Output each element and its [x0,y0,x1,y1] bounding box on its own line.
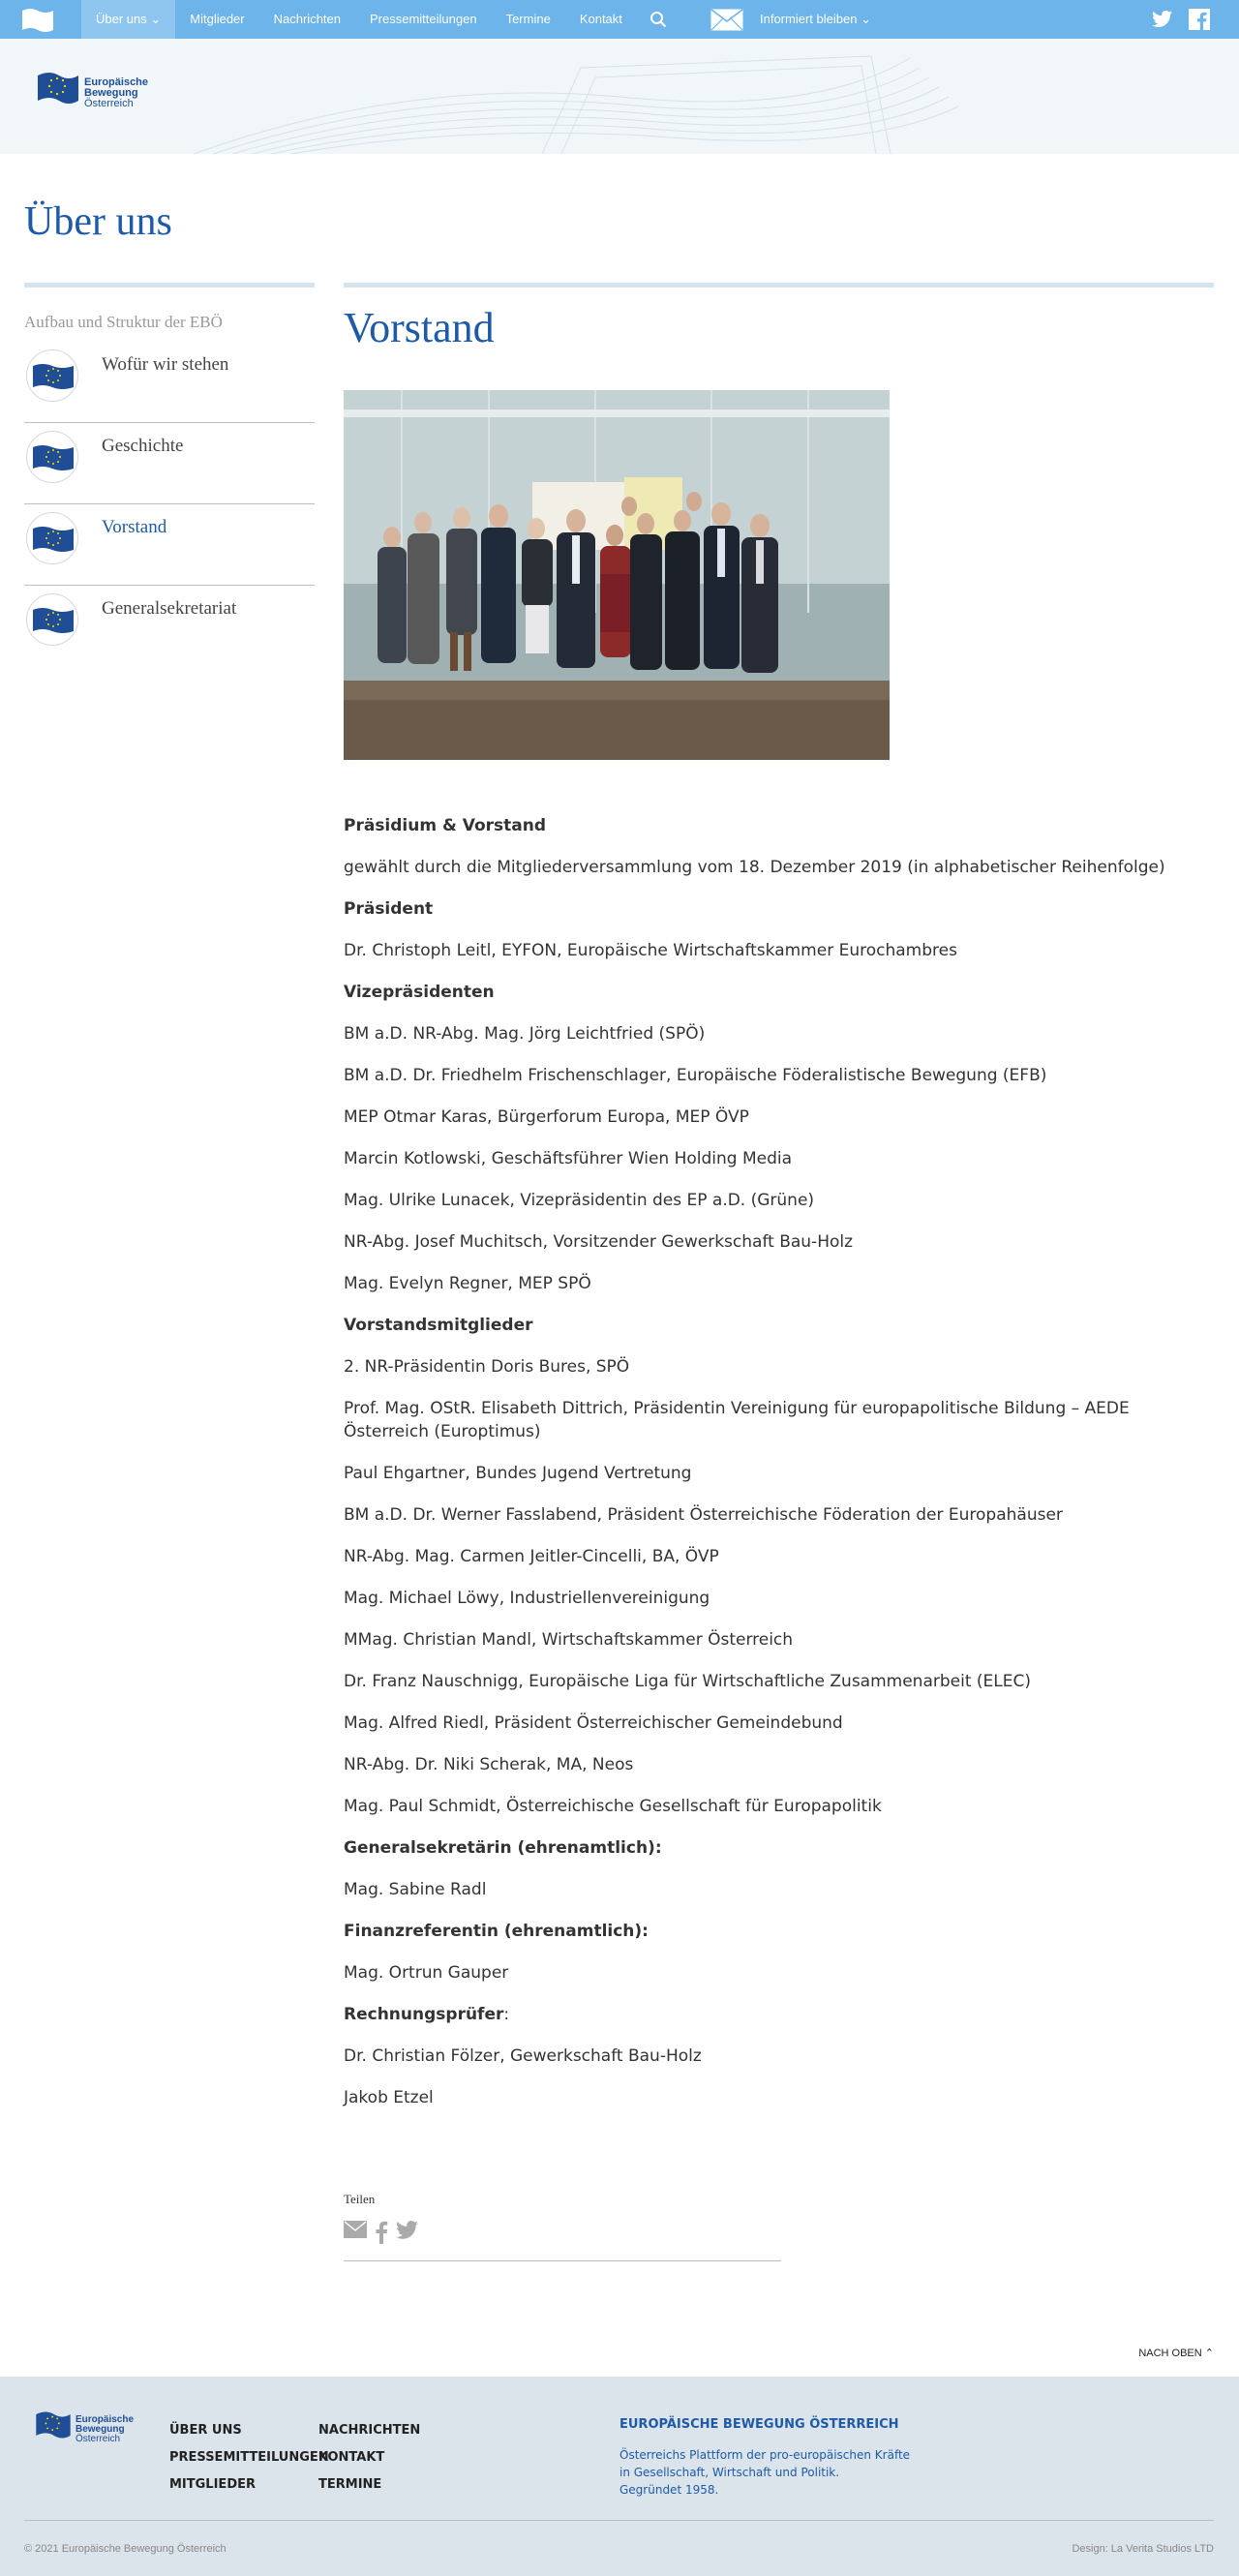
board-member-list [344,814,1214,2109]
section-heading [344,2003,1214,2026]
section-heading-text: Rechnungsprüfer [344,2005,504,2024]
logo-text [84,77,148,109]
sidebar-item-geschichte[interactable] [24,423,315,504]
member-line: Jakob Etzel [344,2088,434,2107]
chevron-down-icon: ⌄ [861,12,871,26]
footer-logo-text [76,2415,134,2444]
sidebar-item-label: Vorstand [102,517,167,537]
sidebar-item-wofuer-wir-stehen[interactable] [24,342,315,423]
member-line: 2. NR-Präsidentin Doris Bures, SPÖ [344,1357,630,1377]
share-twitter-icon[interactable] [396,2221,419,2248]
member-line: Prof. Mag. OStR. Elisabeth Dittrich, Präsidentin Vereinigung für europapolitische Bildung – AEDE Österreich (Europtimus) [344,1399,1130,1441]
footer-about [620,2417,910,2499]
chevron-up-icon: ⌃ [1204,2348,1214,2359]
section-heading-text: Präsidium & Vorstand [344,816,547,835]
member-line: BM a.D. Dr. Friedhelm Frischenschlager, Europäische Föderalistische Bewegung (EFB) [344,1066,1047,1085]
member-line: NR-Abg. Dr. Niki Scherak, MA, Neos [344,1755,634,1774]
member-line: BM a.D. NR-Abg. Mag. Jörg Leichtfried (SPÖ) [344,1024,706,1044]
sidebar-flag-badge [26,349,78,402]
member-line: gewählt durch die Mitgliederversammlung vom 18. Dezember 2019 (in alphabetischer Reihenfolge) [344,858,1165,877]
nav-item-nachrichten[interactable] [259,0,355,39]
footer-logo-line-1: Europäische [76,2414,135,2425]
footer-link-pressemitteilungen[interactable]: PRESSEMITTEILUNGEN [169,2450,329,2465]
back-to-top-link[interactable] [1138,2347,1214,2359]
section-heading [344,814,1214,837]
nav-item-label: Kontakt [579,12,622,26]
nav-item-label: Termine [505,12,551,26]
section-heading-text: Generalsekretärin (ehrenamtlich): [344,1838,662,1858]
footer-links-col-2 [318,2417,420,2499]
section-heading-text: Vizepräsidenten [344,983,495,1002]
nav-item-label: Über uns [96,12,147,26]
sidebar [24,283,315,667]
eu-flag-logo-icon [36,70,80,106]
member-line: MMag. Christian Mandl, Wirtschaftskammer Österreich [344,1630,794,1650]
footer-about-line-3: Gegründet 1958. [620,2483,719,2497]
sidebar-flag-badge [26,593,78,646]
section-heading [344,1920,1214,1943]
member-line: Dr. Christian Fölzer, Gewerkschaft Bau-Holz [344,2046,702,2066]
member-line: Mag. Sabine Radl [344,1880,487,1899]
main-content [344,283,1214,2261]
nav-item-label: Nachrichten [273,12,341,26]
chevron-down-icon: ⌄ [146,12,162,26]
footer-link-kontakt[interactable]: KONTAKT [318,2450,385,2465]
nav-item-pressemitteilungen[interactable] [355,0,492,39]
section-heading-text: Vorstandsmitglieder [344,1316,533,1335]
sidebar-item-label: Wofür wir stehen [102,354,229,375]
sidebar-heading: Aufbau und Struktur der EBÖ [24,313,223,331]
stay-informed-dropdown[interactable] [760,0,871,39]
eu-flag-icon [32,362,75,391]
footer-links-col-1 [169,2417,329,2499]
share-facebook-icon[interactable] [375,2221,388,2248]
member-line: BM a.D. Dr. Werner Fasslabend, Präsident Österreichische Föderation der Europahäuser [344,1505,1063,1525]
footer-link-mitglieder[interactable]: MITGLIEDER [169,2477,256,2492]
site-logo[interactable] [36,70,148,109]
member-line: MEP Otmar Karas, Bürgerforum Europa, MEP ÖVP [344,1107,749,1127]
back-to-top-label: NACH OBEN [1138,2348,1202,2359]
section-heading-text: Finanzreferentin (ehrenamtlich): [344,1922,649,1941]
footer-divider [24,2520,1214,2521]
member-line: Dr. Christoph Leitl, EYFON, Europäische Wirtschaftskammer Eurochambres [344,941,957,960]
section-heading [344,981,1214,1004]
logo-line-3: Österreich [84,98,134,109]
share-email-icon[interactable] [344,2221,367,2248]
section-heading [344,1836,1214,1860]
section-heading [344,1314,1214,1337]
main-menu [81,0,637,39]
stay-informed-label: Informiert bleiben [760,12,858,26]
nav-item-label: Pressemitteilungen [370,12,477,26]
member-line: Mag. Ortrun Gauper [344,1963,509,1983]
eu-flag-icon [32,443,75,472]
logo-line-2: Bewegung [84,87,138,99]
footer-about-line-2: in Gesellschaft, Wirtschaft und Politik. [620,2466,840,2479]
copyright: © 2021 Europäische Bewegung Österreich [24,2543,227,2555]
sidebar-item-label: Geschichte [102,436,184,456]
footer-link-ueber-uns[interactable]: ÜBER UNS [169,2423,242,2438]
footer-about-heading: EUROPÄISCHE BEWEGUNG ÖSTERREICH [620,2417,899,2432]
search-icon[interactable] [650,11,667,28]
nav-item-über-uns[interactable] [81,0,175,39]
member-line: Mag. Alfred Riedl, Präsident Österreichischer Gemeindebund [344,1713,843,1733]
newsletter-envelope-icon[interactable] [710,9,743,31]
member-line: Mag. Ulrike Lunacek, Vizepräsidentin des EP a.D. (Grüne) [344,1191,815,1210]
footer-link-termine[interactable]: TERMINE [318,2477,382,2492]
member-line: Mag. Michael Löwy, Industriellenvereinigung [344,1589,710,1608]
member-line: Mag. Evelyn Regner, MEP SPÖ [344,1274,591,1293]
design-credit[interactable]: Design: La Verita Studios LTD [1072,2543,1214,2555]
nav-item-label: Mitglieder [190,12,245,26]
section-heading-text: Präsident [344,899,434,919]
eu-flag-logo-icon [34,2409,73,2440]
nav-item-termine[interactable] [492,0,565,39]
member-line: Marcin Kotlowski, Geschäftsführer Wien Holding Media [344,1149,793,1168]
member-line: Mag. Paul Schmidt, Österreichische Gesellschaft für Europapolitik [344,1797,882,1816]
sidebar-flag-badge [26,512,78,564]
logo-line-1: Europäische [84,76,149,88]
footer-logo-line-2: Bewegung [76,2424,125,2435]
section-heading [344,897,1214,921]
facebook-icon[interactable] [1189,9,1210,30]
home-flag-icon[interactable] [19,5,56,34]
footer-about-line-1: Österreichs Plattform der pro-europäischen Kräfte [620,2448,911,2462]
member-line: NR-Abg. Josef Muchitsch, Vorsitzender Gewerkschaft Bau-Holz [344,1232,854,1252]
footer-link-nachrichten[interactable]: NACHRICHTEN [318,2423,421,2438]
share-section [344,2192,781,2261]
footer-logo[interactable] [34,2409,134,2444]
member-line: Paul Ehgartner, Bundes Jugend Vertretung [344,1464,692,1483]
sidebar-item-generalsekretariat[interactable] [24,586,315,667]
board-group-photo [344,390,890,760]
site-footer [0,2377,1239,2576]
sidebar-item-vorstand[interactable] [24,504,315,586]
twitter-icon[interactable] [1152,10,1173,29]
top-navigation-bar [0,0,1239,39]
nav-item-mitglieder[interactable] [175,0,258,39]
section-title: Vorstand [344,304,495,351]
member-line: Dr. Franz Nauschnigg, Europäische Liga für Wirtschaftliche Zusammenarbeit (ELEC) [344,1672,1031,1691]
section-heading-suffix: : [503,2005,510,2024]
site-header [0,39,1239,154]
footer-logo-line-3: Österreich [76,2434,121,2444]
share-label: Teilen [344,2192,376,2206]
page-title: Über uns [24,199,172,244]
eu-flag-icon [32,606,75,635]
sidebar-item-label: Generalsekretariat [102,598,237,619]
eu-flag-icon [32,525,75,554]
nav-item-kontakt[interactable] [565,0,637,39]
sidebar-flag-badge [26,431,78,483]
header-background-pattern [0,39,1239,154]
member-line: NR-Abg. Mag. Carmen Jeitler-Cincelli, BA, ÖVP [344,1547,719,1566]
